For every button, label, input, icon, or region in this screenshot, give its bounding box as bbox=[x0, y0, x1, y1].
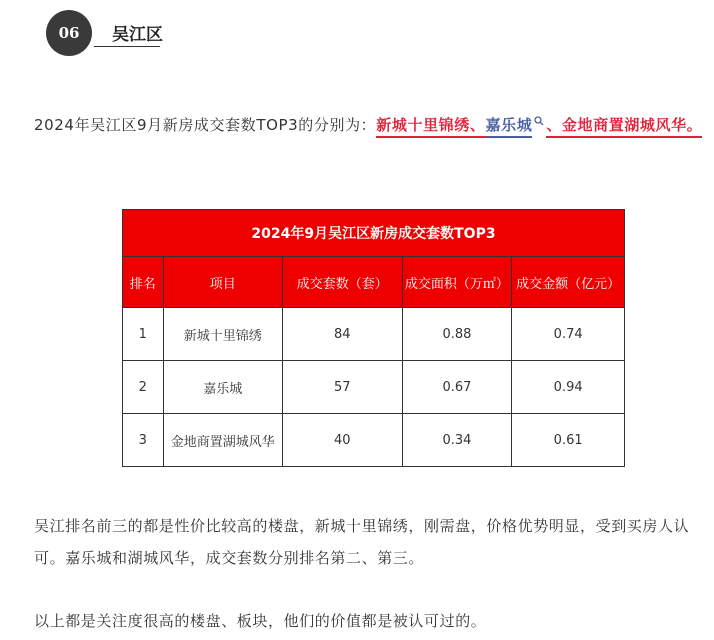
cell-project: 新城十里锦绣 bbox=[163, 308, 282, 361]
header-rank: 排名 bbox=[123, 257, 164, 308]
cell-amount: 0.61 bbox=[512, 414, 625, 467]
intro-prefix: 2024年吴江区9月新房成交套数TOP3的分别为： bbox=[34, 116, 377, 134]
header-project: 项目 bbox=[163, 257, 282, 308]
project-link-3[interactable]: 、金地商置湖城风华。 bbox=[546, 116, 702, 138]
header-amount: 成交金额（亿元） bbox=[512, 257, 625, 308]
header-area: 成交面积（万㎡） bbox=[402, 257, 512, 308]
cell-amount: 0.94 bbox=[512, 361, 625, 414]
cell-area: 0.88 bbox=[402, 308, 512, 361]
table-title: 2024年9月吴江区新房成交套数TOP3 bbox=[123, 210, 625, 257]
cell-project: 金地商置湖城风华 bbox=[163, 414, 282, 467]
conclusion-paragraph: 以上都是关注度很高的楼盘、板块，他们的价值都是被认可过的。 bbox=[34, 612, 487, 630]
cell-area: 0.67 bbox=[402, 361, 512, 414]
project-link-2[interactable]: 嘉乐城 bbox=[486, 116, 533, 138]
title-underline bbox=[94, 46, 160, 47]
intro-paragraph bbox=[34, 108, 714, 142]
section-number: 06 bbox=[58, 24, 80, 42]
section-title: 吴江区 bbox=[112, 25, 163, 45]
table-row bbox=[123, 361, 625, 414]
cell-rank: 3 bbox=[123, 414, 164, 467]
cell-amount: 0.74 bbox=[512, 308, 625, 361]
header-units: 成交套数（套） bbox=[282, 257, 402, 308]
project-link-1[interactable]: 新城十里锦绣、 bbox=[376, 116, 485, 138]
section-number-badge bbox=[46, 10, 92, 56]
analysis-paragraph: 吴江排名前三的都是性价比较高的楼盘，新城十里锦绣，刚需盘，价格优势明显，受到买房人认可。嘉乐城和湖城风华，成交套数分别排名第二、第三。 bbox=[34, 517, 690, 567]
table-row bbox=[123, 308, 625, 361]
cell-units: 57 bbox=[282, 361, 402, 414]
table-row bbox=[123, 414, 625, 467]
cell-units: 84 bbox=[282, 308, 402, 361]
cell-rank: 1 bbox=[123, 308, 164, 361]
cell-project: 嘉乐城 bbox=[163, 361, 282, 414]
cell-rank: 2 bbox=[123, 361, 164, 414]
cell-area: 0.34 bbox=[402, 414, 512, 467]
cell-units: 40 bbox=[282, 414, 402, 467]
search-icon[interactable] bbox=[534, 104, 546, 138]
ranking-table bbox=[122, 209, 625, 467]
